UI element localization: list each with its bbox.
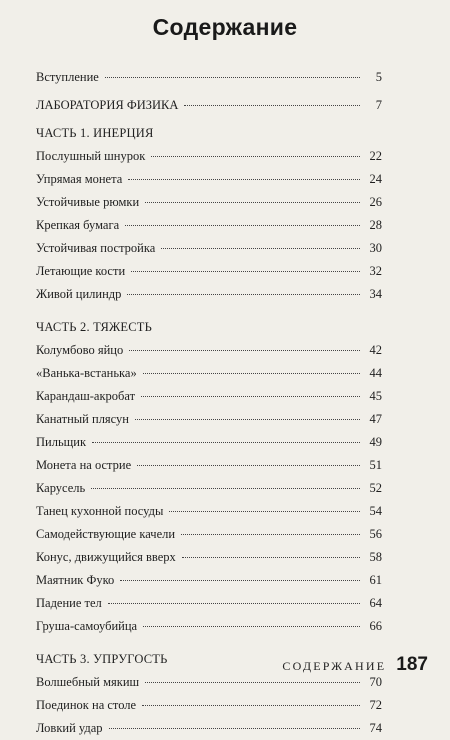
entry-title: Канатный плясун	[36, 412, 129, 426]
entry-title: Летающие кости	[36, 264, 126, 278]
entry-title: Танец кухонной посуды	[36, 504, 164, 518]
toc-entry	[36, 237, 382, 260]
dot-leader	[131, 271, 360, 272]
dot-leader	[135, 419, 360, 420]
dot-leader	[143, 373, 360, 374]
entry-title: Волшебный мякиш	[36, 675, 140, 689]
dot-leader	[137, 465, 360, 466]
toc-entry	[36, 477, 382, 500]
toc-entry-intro	[36, 66, 382, 89]
entry-page: 49	[369, 435, 382, 449]
toc-entry	[36, 546, 382, 569]
entry-page: 26	[369, 195, 382, 209]
page-title: Содержание	[152, 14, 298, 40]
entry-page: 54	[369, 504, 382, 518]
entry-page: 61	[369, 573, 382, 587]
dot-leader	[145, 202, 360, 203]
entry-page: 72	[369, 698, 382, 712]
entry-title: Маятник Фуко	[36, 573, 115, 587]
section-list-part3	[36, 671, 382, 740]
section-list-part2	[36, 339, 382, 638]
toc-entry	[36, 408, 382, 431]
entry-title: Карандаш-акробат	[36, 389, 136, 403]
entry-page: 64	[369, 596, 382, 610]
entry-title: Ловкий удар	[36, 721, 103, 735]
toc-entry	[36, 385, 382, 408]
entry-title: Живой цилиндр	[36, 287, 122, 301]
toc-entry	[36, 717, 382, 740]
entry-title: Послушный шнурок	[36, 149, 146, 163]
entry-page: 24	[369, 172, 382, 186]
toc-entry	[36, 339, 382, 362]
dot-leader	[184, 105, 360, 106]
page-footer	[282, 654, 428, 676]
toc-entry	[36, 569, 382, 592]
dot-leader	[92, 442, 360, 443]
section-heading-part2: ЧАСТЬ 2. ТЯЖЕСТЬ	[36, 320, 152, 334]
entry-title: Вступление	[36, 70, 99, 84]
entry-title: Груша-самоубийца	[36, 619, 138, 633]
entry-page: 51	[369, 458, 382, 472]
entry-page: 66	[369, 619, 382, 633]
toc-entry	[36, 523, 382, 546]
dot-leader	[145, 682, 360, 683]
entry-page: 58	[369, 550, 382, 564]
toc-entry	[36, 362, 382, 385]
dot-leader	[109, 728, 360, 729]
dot-leader	[127, 294, 360, 295]
entry-page: 22	[369, 149, 382, 163]
entry-title: Конус, движущийся вверх	[36, 550, 176, 564]
entry-title: Пильщик	[36, 435, 87, 449]
entry-title: Колумбово яйцо	[36, 343, 124, 357]
dot-leader	[142, 705, 360, 706]
entry-page: 28	[369, 218, 382, 232]
page-number: 187	[396, 654, 428, 675]
dot-leader	[151, 156, 360, 157]
entry-title: Падение тел	[36, 596, 102, 610]
toc-entry	[36, 431, 382, 454]
toc-entry-lab	[36, 94, 382, 117]
table-of-contents	[36, 66, 382, 740]
entry-page: 44	[369, 366, 382, 380]
entry-title: Поединок на столе	[36, 698, 137, 712]
entry-title: «Ванька-встанька»	[36, 366, 137, 380]
section-heading-part3: ЧАСТЬ 3. УПРУГОСТЬ	[36, 652, 168, 666]
toc-entry	[36, 145, 382, 168]
toc-entry	[36, 694, 382, 717]
entry-title: Самодействующие качели	[36, 527, 176, 541]
dot-leader	[169, 511, 360, 512]
entry-title: Карусель	[36, 481, 86, 495]
entry-title: Устойчивые рюмки	[36, 195, 140, 209]
entry-page: 70	[369, 675, 382, 689]
entry-page: 47	[369, 412, 382, 426]
entry-title: Крепкая бумага	[36, 218, 120, 232]
toc-entry	[36, 214, 382, 237]
running-footer-label: СОДЕРЖАНИЕ	[282, 659, 387, 673]
entry-page: 45	[369, 389, 382, 403]
dot-leader	[128, 179, 360, 180]
entry-title: Монета на острие	[36, 458, 132, 472]
entry-page: 74	[369, 721, 382, 735]
section-heading-part1: ЧАСТЬ 1. ИНЕРЦИЯ	[36, 126, 154, 140]
dot-leader	[143, 626, 360, 627]
entry-page: 52	[369, 481, 382, 495]
dot-leader	[91, 488, 360, 489]
dot-leader	[141, 396, 360, 397]
entry-page: 7	[375, 98, 382, 112]
toc-entry	[36, 500, 382, 523]
dot-leader	[125, 225, 360, 226]
toc-entry	[36, 168, 382, 191]
dot-leader	[161, 248, 360, 249]
entry-title: ЛАБОРАТОРИЯ ФИЗИКА	[36, 98, 179, 112]
entry-page: 30	[369, 241, 382, 255]
entry-page: 34	[369, 287, 382, 301]
toc-entry	[36, 615, 382, 638]
dot-leader	[120, 580, 360, 581]
section-list-part1	[36, 145, 382, 306]
entry-title: Упрямая монета	[36, 172, 123, 186]
toc-entry	[36, 454, 382, 477]
dot-leader	[182, 557, 360, 558]
entry-page: 56	[369, 527, 382, 541]
entry-page: 42	[369, 343, 382, 357]
dot-leader	[181, 534, 360, 535]
entry-page: 5	[375, 70, 382, 84]
toc-entry	[36, 283, 382, 306]
dot-leader	[105, 77, 360, 78]
entry-title: Устойчивая постройка	[36, 241, 156, 255]
dot-leader	[129, 350, 360, 351]
toc-entry	[36, 260, 382, 283]
dot-leader	[108, 603, 360, 604]
toc-entry	[36, 592, 382, 615]
toc-entry	[36, 191, 382, 214]
entry-page: 32	[369, 264, 382, 278]
